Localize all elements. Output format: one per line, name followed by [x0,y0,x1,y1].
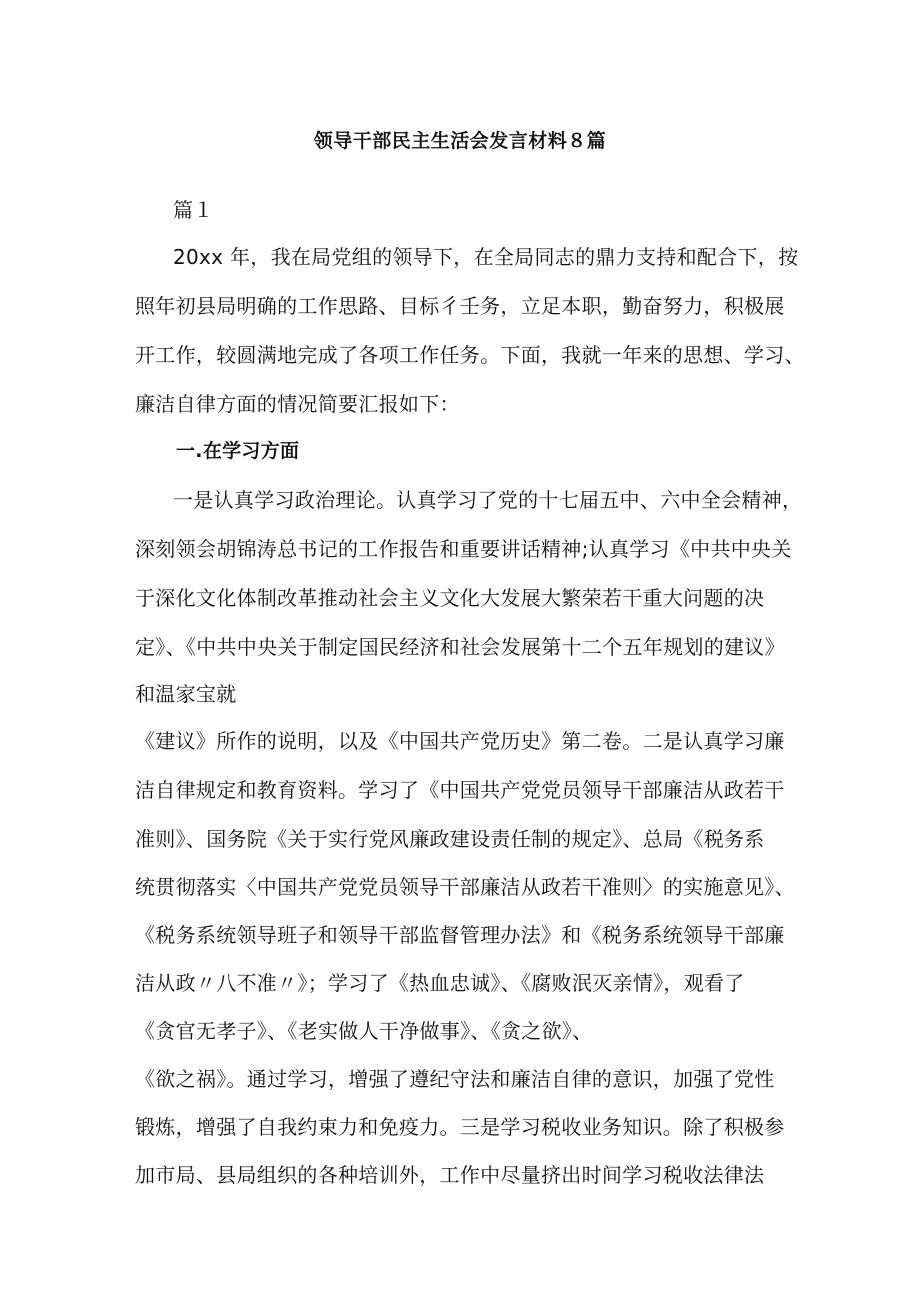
body-line: 《贪官无孝子》、《老实做人干净做事》、《贪之欲》、 [135,1019,593,1043]
body-line: 深刻领会胡锦涛总书记的工作报告和重要讲话精神;认真学习《中共中央关 [135,537,792,561]
body-line: 加市局、县局组织的各种培训外，工作中尽量挤出时间学习税收法律法 [135,1163,765,1187]
body-line: 准则》、国务院《关于实行党风廉政建设责任制的规定》、总局《税务系 [135,827,765,851]
intro-line: 20xx 年，我在局党组的领导下，在全局同志的鼎力支持和配合下，按 [173,245,799,269]
body-line: 《税务系统领导班子和领导干部监督管理办法》和《税务系统领导干部廉 [135,923,785,947]
body-line: 锻炼，增强了自我约束力和免疫力。三是学习税收业务知识。除了积极参 [135,1115,785,1139]
body-line: 洁从政〃八不准〃》；学习了《热血忠诚》、《腐败泯灭亲情》，观看了 [135,971,745,995]
body-line: 定》、《中共中央关于制定国民经济和社会发展第十二个五年规划的建议》 [135,635,785,659]
body-line: 洁自律规定和教育资料。学习了《中国共产党党员领导干部廉洁从政若干 [135,778,785,802]
body-line: 一是认真学习政治理论。认真学习了党的十七届五中、六中全会精神， [173,488,803,512]
body-line: 和温家宝就 [135,682,237,706]
section-label: 篇１ [173,198,214,222]
intro-line: 廉洁自律方面的情况简要汇报如下： [135,392,460,416]
body-line: 《欲之祸》。通过学习，增强了遵纪守法和廉洁自律的意识，加强了党性 [135,1067,775,1091]
section-heading: 一.在学习方面 [176,440,300,462]
intro-line: 照年初县局明确的工作思路、目标彳壬务，立足本职，勤奋努力，积极展 [135,294,785,318]
body-line: 统贯彻落实〈中国共产党党员领导干部廉洁从政若干准则〉的实施意见》、 [135,875,795,899]
document-title: 领导干部民主生活会发言材料８篇 [313,130,607,152]
body-line: 于深化文化体制改革推动社会主义文化大发展大繁荣若干重大问题的决 [135,586,765,610]
intro-line: 开工作，较圆满地完成了各项工作任务。下面，我就一年来的思想、学习、 [135,343,805,367]
body-line: 《建议》所作的说明，以及《中国共产党历史》第二卷。二是认真学习廉 [135,729,785,753]
